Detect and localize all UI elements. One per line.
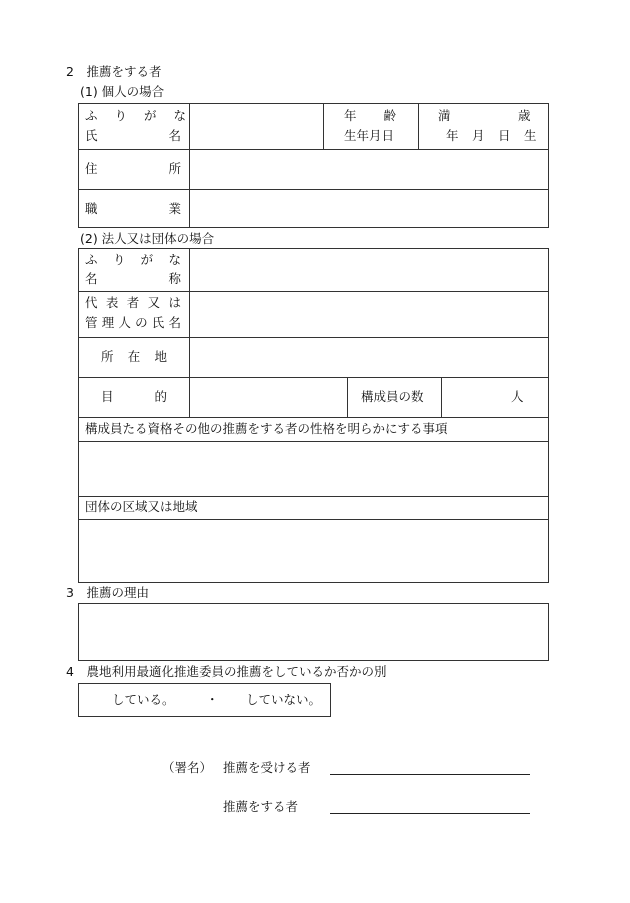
section-2-heading: 2 推薦をする者 (66, 64, 162, 79)
location-field[interactable] (190, 338, 548, 377)
members-label: 構成員の数 (361, 389, 424, 404)
purpose-field[interactable] (190, 378, 347, 417)
occupation-field[interactable] (190, 190, 548, 227)
age-prefix: 満 (438, 108, 451, 123)
section-4-heading: 4 農地利用最適化推進委員の推薦をしているか否かの別 (66, 664, 387, 679)
address-label: 住所 (85, 161, 181, 176)
qualification-field[interactable] (79, 442, 548, 496)
reason-field[interactable] (78, 603, 549, 661)
date-day: 日 (498, 128, 511, 143)
date-month: 月 (472, 128, 485, 143)
option-no[interactable]: していない。 (246, 692, 322, 707)
qualification-label: 構成員たる資格その他の推薦をする者の性格を明らかにする事項 (85, 421, 448, 436)
signature-prefix: （署名） (162, 760, 213, 775)
area-field[interactable] (79, 520, 548, 582)
age-unit: 歳 (518, 108, 531, 123)
purpose-label: 目的 (101, 389, 167, 404)
date-born: 生 (524, 128, 537, 143)
individual-name-label: 氏名 (85, 128, 181, 143)
individual-furigana-label: ふりがな (85, 108, 204, 123)
corporation-heading: (2) 法人又は団体の場合 (80, 231, 215, 246)
individual-heading: (1) 個人の場合 (80, 84, 165, 99)
address-field[interactable] (190, 150, 548, 189)
date-year: 年 (446, 128, 459, 143)
receiver-signature-line[interactable] (330, 774, 530, 775)
receiver-label: 推薦を受ける者 (223, 760, 311, 775)
recommender-label: 推薦をする者 (223, 799, 299, 814)
representative-field[interactable] (190, 292, 548, 337)
members-unit: 人 (511, 389, 524, 404)
individual-name-field[interactable] (190, 104, 322, 149)
representative-label-line1: 代表者又は (85, 295, 181, 310)
corp-furigana-label: ふりがな (85, 252, 181, 267)
representative-label-line2: 管理人の氏名 (85, 315, 181, 330)
corp-name-field[interactable] (190, 249, 548, 291)
members-field[interactable] (442, 378, 512, 417)
birth-label: 生年月日 (344, 128, 395, 143)
age-label: 年齢 (344, 108, 396, 123)
option-separator: ・ (206, 692, 219, 707)
option-yes[interactable]: している。 (112, 692, 175, 707)
occupation-label: 職業 (85, 201, 181, 216)
section-3-heading: 3 推薦の理由 (66, 585, 149, 600)
location-label: 所在地 (101, 349, 167, 364)
corp-name-label: 名称 (85, 271, 181, 286)
recommender-signature-line[interactable] (330, 813, 530, 814)
area-label: 団体の区域又は地域 (85, 499, 198, 514)
